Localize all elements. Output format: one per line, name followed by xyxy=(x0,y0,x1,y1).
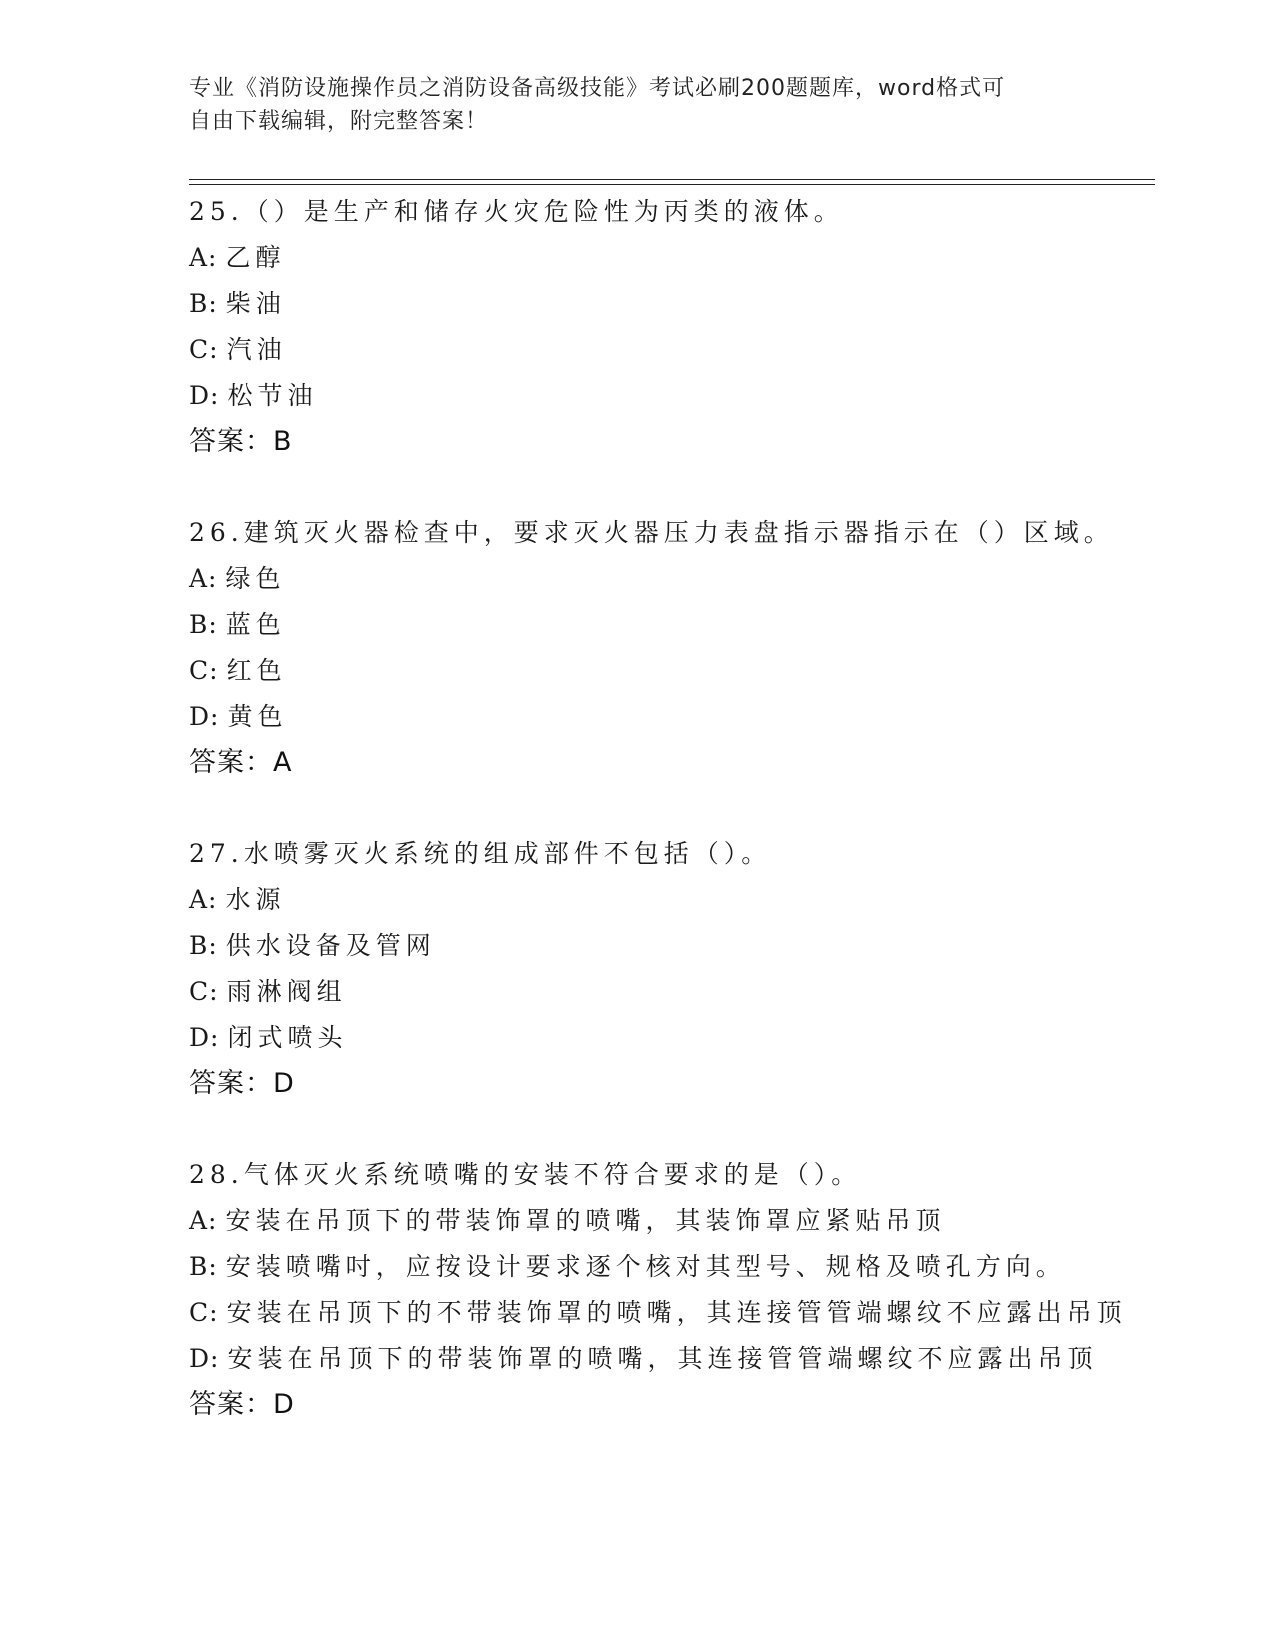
question-number: 28. xyxy=(189,1160,244,1189)
option-text: 柴油 xyxy=(225,289,286,318)
option-d xyxy=(189,694,1139,740)
option-text: 黄色 xyxy=(227,702,288,731)
option-text: 供水设备及管网 xyxy=(225,931,436,960)
option-text: 闭式喷头 xyxy=(227,1023,348,1052)
question-stem xyxy=(189,189,1139,235)
option-key: B: xyxy=(189,610,218,639)
option-text: 乙醇 xyxy=(225,243,286,272)
option-key: C: xyxy=(189,335,219,364)
question-text: 气体灭火系统喷嘴的安装不符合要求的是（）。 xyxy=(243,1160,862,1189)
option-key: A: xyxy=(189,1206,218,1235)
question-stem xyxy=(189,510,1139,556)
question-28 xyxy=(189,1152,1139,1428)
option-a xyxy=(189,1198,1139,1244)
option-key: C: xyxy=(189,1298,219,1327)
option-text: 安装在吊顶下的不带装饰罩的喷嘴，其连接管管端螺纹不应露出吊顶 xyxy=(226,1298,1127,1327)
question-text: 水喷雾灭火系统的组成部件不包括（）。 xyxy=(243,839,772,868)
question-number: 26. xyxy=(189,518,244,547)
header-line-2: 自由下载编辑，附完整答案！ xyxy=(189,109,489,134)
option-text: 安装在吊顶下的带装饰罩的喷嘴，其装饰罩应紧贴吊顶 xyxy=(225,1206,946,1235)
header-divider-bottom xyxy=(189,184,1155,185)
option-a xyxy=(189,877,1139,923)
option-text: 水源 xyxy=(225,885,286,914)
option-key: A: xyxy=(189,885,218,914)
header-line-1: 专业《消防设施操作员之消防设备高级技能》考试必刷200题题库，word格式可 xyxy=(189,76,1006,101)
option-key: C: xyxy=(189,656,219,685)
option-text: 红色 xyxy=(226,656,287,685)
option-a xyxy=(189,556,1139,602)
option-b xyxy=(189,923,1139,969)
header-divider-top xyxy=(189,179,1155,180)
option-d xyxy=(189,373,1139,419)
option-key: A: xyxy=(189,564,218,593)
answer: 答案：D xyxy=(189,1068,295,1099)
option-b xyxy=(189,1244,1139,1290)
option-text: 蓝色 xyxy=(225,610,286,639)
question-list xyxy=(189,189,1139,1473)
option-key: B: xyxy=(189,1252,218,1281)
option-c xyxy=(189,1290,1139,1336)
option-key: B: xyxy=(189,931,218,960)
option-b xyxy=(189,281,1139,327)
option-text: 汽油 xyxy=(226,335,287,364)
option-text: 安装在吊顶下的带装饰罩的喷嘴，其连接管管端螺纹不应露出吊顶 xyxy=(227,1344,1098,1373)
question-number: 27. xyxy=(189,839,244,868)
answer: 答案：A xyxy=(189,747,293,778)
option-key: D: xyxy=(189,1344,220,1373)
question-25 xyxy=(189,189,1139,465)
option-d xyxy=(189,1336,1139,1382)
option-c xyxy=(189,327,1139,373)
option-key: D: xyxy=(189,381,220,410)
option-key: D: xyxy=(189,702,220,731)
option-text: 绿色 xyxy=(225,564,286,593)
answer: 答案：B xyxy=(189,426,293,457)
question-26 xyxy=(189,510,1139,786)
question-number: 25. xyxy=(189,197,244,226)
option-a xyxy=(189,235,1139,281)
document-header xyxy=(189,72,1069,138)
question-text: （）是生产和储存火灾危险性为丙类的液体。 xyxy=(243,197,844,226)
option-c xyxy=(189,969,1139,1015)
option-text: 松节油 xyxy=(227,381,318,410)
question-27 xyxy=(189,831,1139,1107)
option-c xyxy=(189,648,1139,694)
answer: 答案：D xyxy=(189,1389,295,1420)
option-b xyxy=(189,602,1139,648)
option-key: D: xyxy=(189,1023,220,1052)
option-key: A: xyxy=(189,243,218,272)
question-stem xyxy=(189,831,1139,877)
option-text: 雨淋阀组 xyxy=(226,977,347,1006)
option-d xyxy=(189,1015,1139,1061)
question-stem xyxy=(189,1152,1139,1198)
option-text: 安装喷嘴吋，应按设计要求逐个核对其型号、规格及喷孔方向。 xyxy=(225,1252,1066,1281)
option-key: B: xyxy=(189,289,218,318)
option-key: C: xyxy=(189,977,219,1006)
question-text: 建筑灭火器检查中，要求灭火器压力表盘指示器指示在（）区域。 xyxy=(243,518,1114,547)
